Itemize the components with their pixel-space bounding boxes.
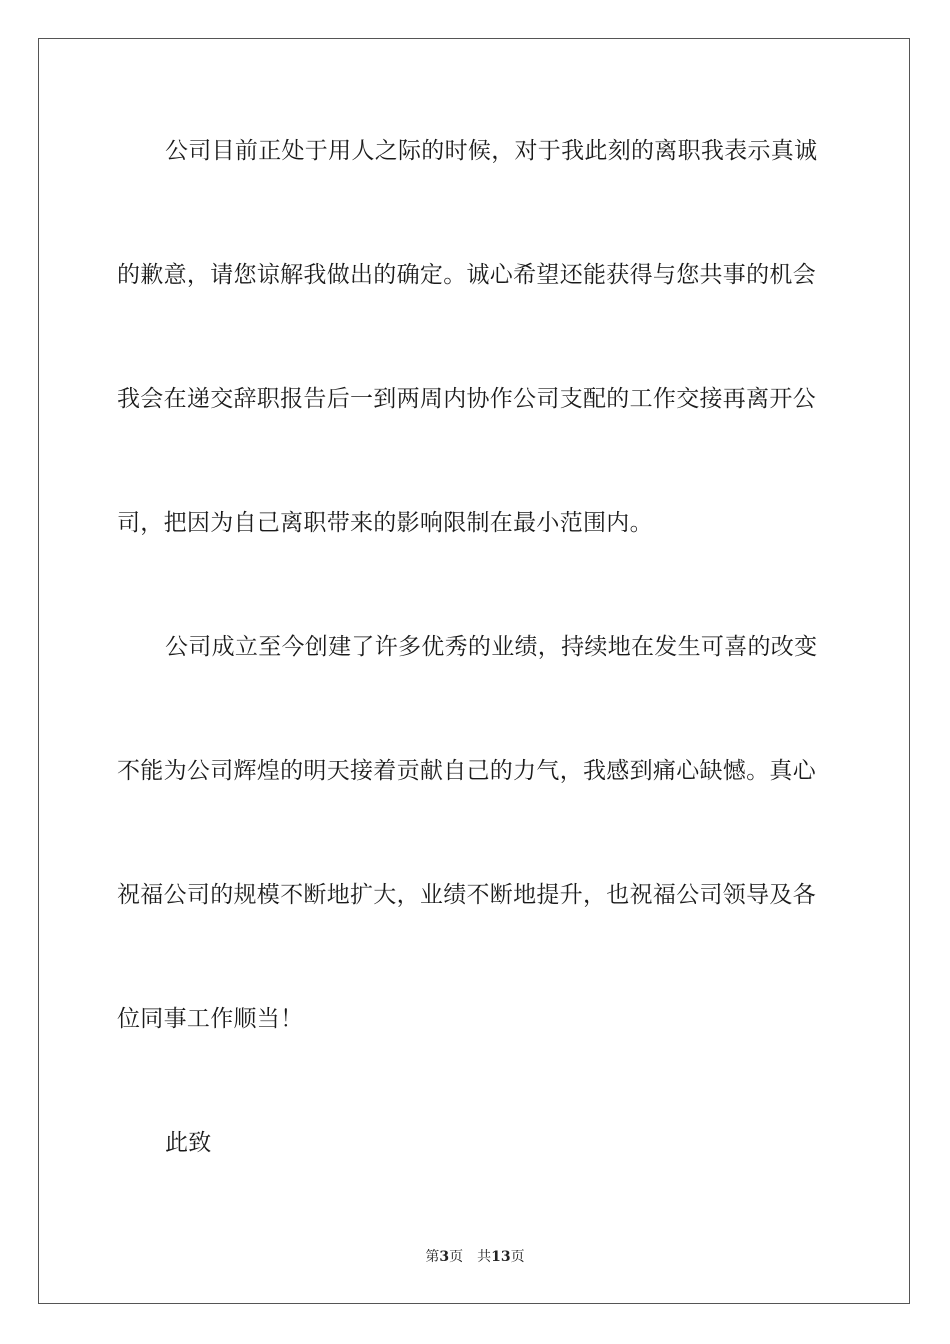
total-suffix: 页 xyxy=(510,1249,525,1265)
paragraph-line: 我会在递交辞职报告后一到两周内协作公司支配的工作交接再离开公 xyxy=(117,386,816,412)
page-prefix: 第 xyxy=(425,1249,440,1265)
page-footer xyxy=(0,1246,950,1266)
closing-line: 此致 xyxy=(165,1130,212,1156)
page-border xyxy=(38,38,910,1304)
page-number: 3 xyxy=(439,1249,450,1265)
paragraph-line: 公司目前正处于用人之际的时候，对于我此刻的离职我表示真诚 xyxy=(165,138,818,164)
paragraph-line: 祝福公司的规模不断地扩大，业绩不断地提升，也祝福公司领导及各 xyxy=(117,882,816,908)
page-suffix: 页 xyxy=(449,1249,464,1265)
total-pages: 13 xyxy=(491,1249,511,1265)
paragraph-line: 位同事工作顺当！ xyxy=(117,1006,304,1032)
paragraph-line: 不能为公司辉煌的明天接着贡献自己的力气，我感到痛心缺憾。真心 xyxy=(117,758,816,784)
total-prefix: 共 xyxy=(477,1249,492,1265)
paragraph-line: 司，把因为自己离职带来的影响限制在最小范围内。 xyxy=(117,510,653,536)
paragraph-line: 公司成立至今创建了许多优秀的业绩，持续地在发生可喜的改变 xyxy=(165,634,818,660)
paragraph-line: 的歉意，请您谅解我做出的确定。诚心希望还能获得与您共事的机会 xyxy=(117,262,816,288)
